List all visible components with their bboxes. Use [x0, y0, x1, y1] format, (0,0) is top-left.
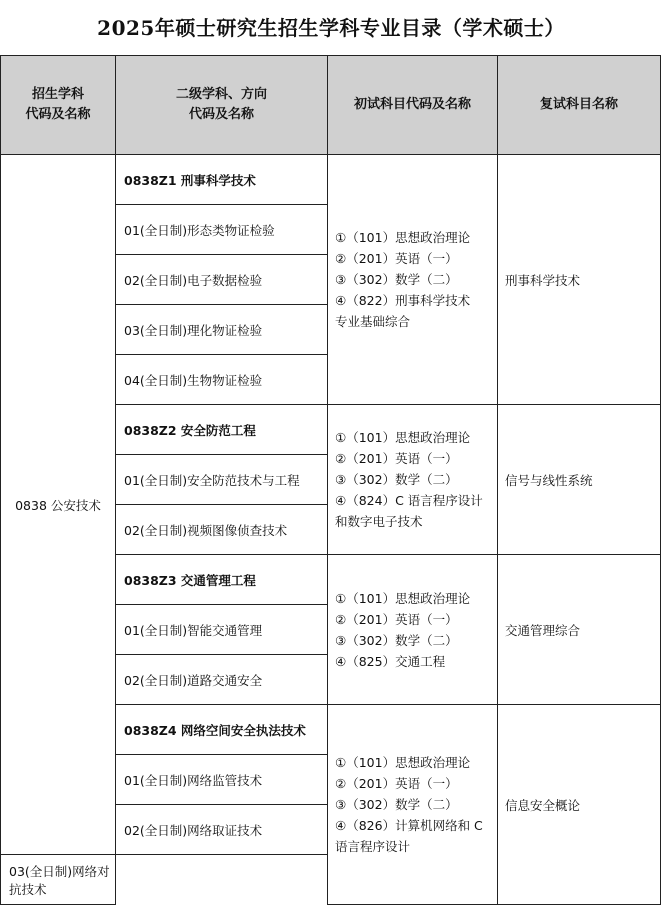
direction-item: 02(全日制)道路交通安全 — [116, 655, 328, 705]
exam-subjects: ①（101）思想政治理论 ②（201）英语（一） ③（302）数学（二） ④（824）C 语言程序设计 和数字电子技术 — [328, 405, 498, 555]
direction-item: 02(全日制)视频图像侦查技术 — [116, 505, 328, 555]
direction-item: 01(全日制)形态类物证检验 — [116, 205, 328, 255]
header-subdiscipline: 二级学科、方向 代码及名称 — [116, 56, 328, 155]
exam-subjects: ①（101）思想政治理论 ②（201）英语（一） ③（302）数学（二） ④（826）计算机网络和 C 语言程序设计 — [328, 705, 498, 905]
exam-subjects: ①（101）思想政治理论 ②（201）英语（一） ③（302）数学（二） ④（822）刑事科学技术 专业基础综合 — [328, 155, 498, 405]
header-retest-subject: 复试科目名称 — [498, 56, 661, 155]
header-row — [1, 56, 661, 155]
direction-item: 02(全日制)电子数据检验 — [116, 255, 328, 305]
subdiscipline-name: 0838Z2 安全防范工程 — [116, 405, 328, 455]
header-discipline: 招生学科 代码及名称 — [1, 56, 116, 155]
subdiscipline-name: 0838Z1 刑事科学技术 — [116, 155, 328, 205]
retest-subject: 交通管理综合 — [498, 555, 661, 705]
exam-subjects: ①（101）思想政治理论 ②（201）英语（一） ③（302）数学（二） ④（825）交通工程 — [328, 555, 498, 705]
header-exam-subjects: 初试科目代码及名称 — [328, 56, 498, 155]
direction-item: 01(全日制)网络监管技术 — [116, 755, 328, 805]
discipline-cell: 0838 公安技术 — [1, 155, 116, 855]
direction-item: 04(全日制)生物物证检验 — [116, 355, 328, 405]
catalog-table — [0, 55, 661, 905]
direction-item: 03(全日制)网络对抗技术 — [1, 855, 116, 905]
direction-item: 03(全日制)理化物证检验 — [116, 305, 328, 355]
direction-item: 02(全日制)网络取证技术 — [116, 805, 328, 855]
direction-item: 01(全日制)智能交通管理 — [116, 605, 328, 655]
retest-subject: 信息安全概论 — [498, 705, 661, 905]
retest-subject: 刑事科学技术 — [498, 155, 661, 405]
subdiscipline-name: 0838Z3 交通管理工程 — [116, 555, 328, 605]
subdiscipline-name: 0838Z4 网络空间安全执法技术 — [116, 705, 328, 755]
table-row — [1, 155, 661, 205]
page-title: 2025年硕士研究生招生学科专业目录（学术硕士） — [97, 16, 565, 40]
direction-item: 01(全日制)安全防范技术与工程 — [116, 455, 328, 505]
retest-subject: 信号与线性系统 — [498, 405, 661, 555]
